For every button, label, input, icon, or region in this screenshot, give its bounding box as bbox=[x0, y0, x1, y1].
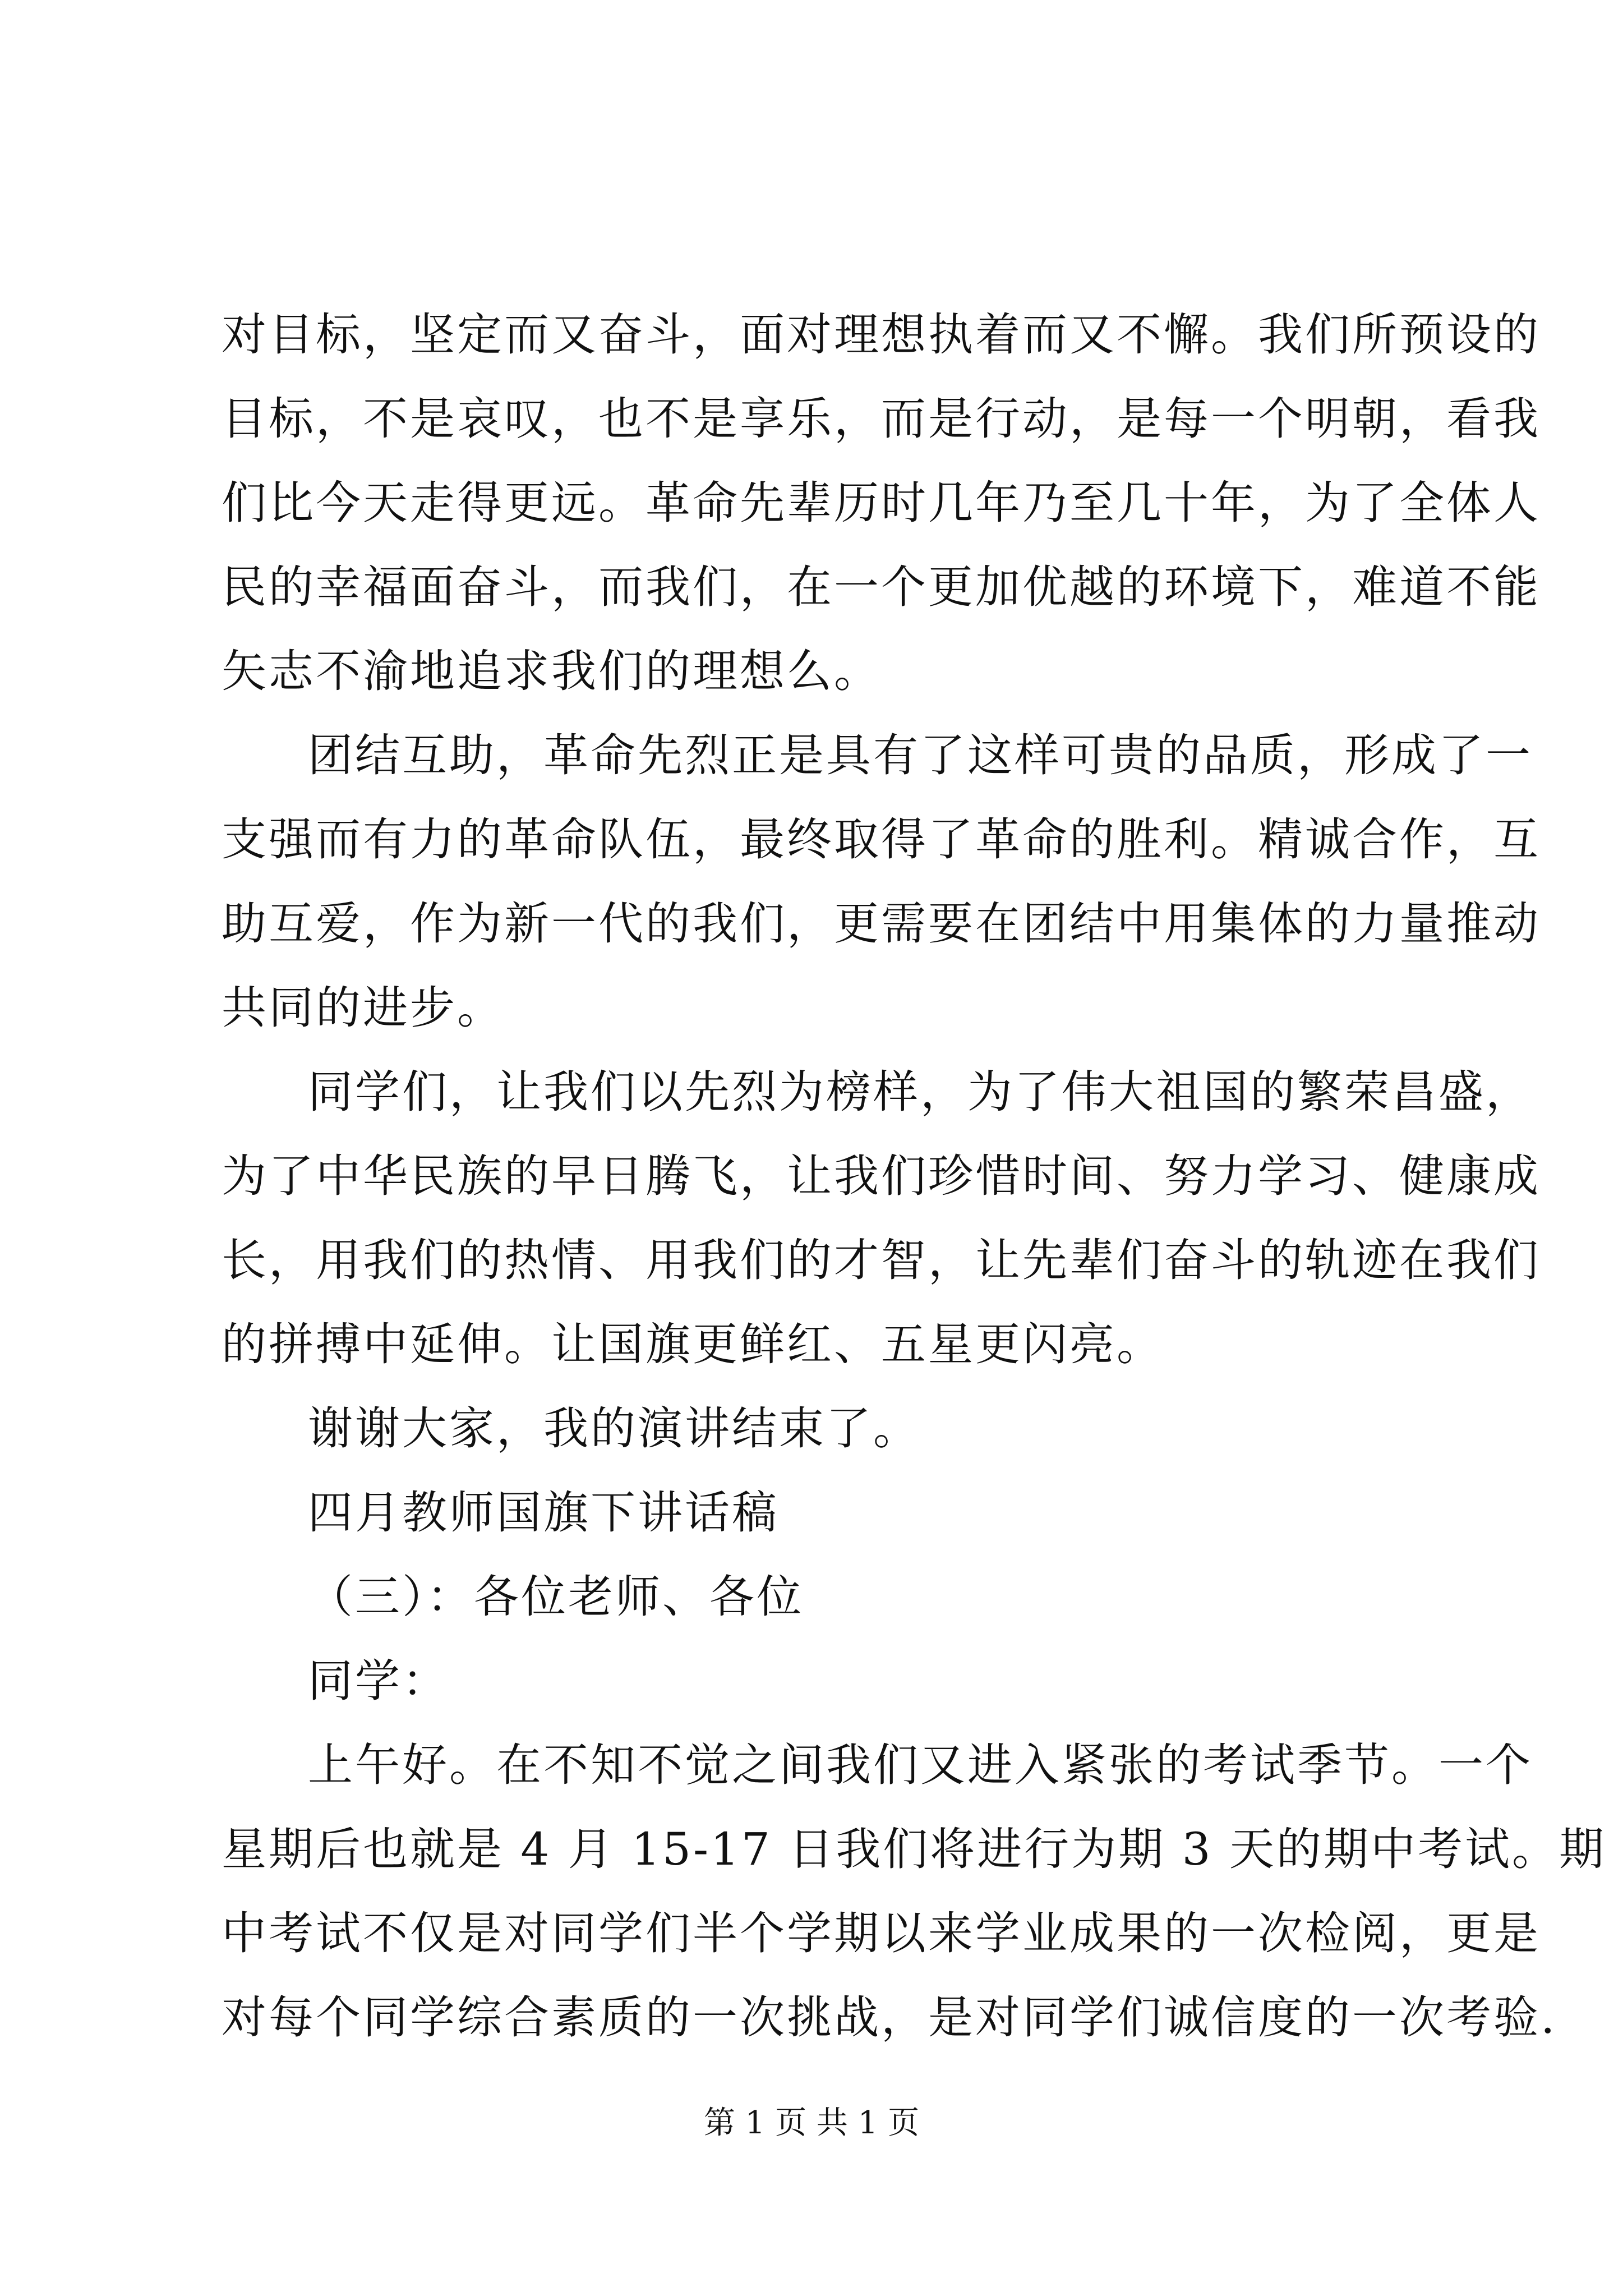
text-line: 同学： bbox=[308, 1655, 449, 1707]
text-line: 同学们，让我们以先烈为榜样，为了伟大祖国的繁荣昌盛， bbox=[308, 1066, 1533, 1118]
text-line: 谢谢大家，我的演讲结束了。 bbox=[308, 1402, 920, 1455]
text-line: 们比今天走得更远。革命先辈历时几年乃至几十年，为了全体人 bbox=[222, 477, 1541, 529]
text-line: 的拼搏中延伸。让国旗更鲜红、五星更闪亮。 bbox=[222, 1318, 1164, 1370]
text-line: 中考试不仅是对同学们半个学期以来学业成果的一次检阅，更是 bbox=[222, 1907, 1541, 1959]
text-line: 长，用我们的热情、用我们的才智，让先辈们奋斗的轨迹在我们 bbox=[222, 1234, 1541, 1286]
text-line: 支强而有力的革命队伍，最终取得了革命的胜利。精诚合作，互 bbox=[222, 813, 1541, 866]
text-line: （三）：各位老师、各位 bbox=[308, 1571, 804, 1623]
text-line: 助互爱，作为新一代的我们，更需要在团结中用集体的力量推动 bbox=[222, 898, 1541, 950]
section-title: 四月教师国旗下讲话稿 bbox=[308, 1487, 779, 1539]
text-line: 矢志不渝地追求我们的理想么。 bbox=[222, 645, 881, 697]
text-line: 团结互助，革命先烈正是具有了这样可贵的品质，形成了一 bbox=[308, 729, 1533, 781]
text-line: 目标，不是哀叹，也不是享乐，而是行动，是每一个明朝，看我 bbox=[222, 393, 1541, 445]
text-line: 为了中华民族的早日腾飞，让我们珍惜时间、努力学习、健康成 bbox=[222, 1150, 1541, 1202]
text-line: 对每个同学综合素质的一次挑战，是对同学们诚信度的一次考验. bbox=[222, 1991, 1557, 2044]
text-line: 民的幸福面奋斗，而我们，在一个更加优越的环境下，难道不能 bbox=[222, 561, 1541, 613]
text-line: 共同的进步。 bbox=[222, 982, 504, 1034]
page-footer: 第 1 页 共 1 页 bbox=[703, 2105, 920, 2141]
text-line: 对目标，坚定而又奋斗，面对理想执着而又不懈。我们所预设的 bbox=[222, 309, 1541, 361]
text-line: 上午好。在不知不觉之间我们又进入紧张的考试季节。一个 bbox=[308, 1739, 1533, 1791]
text-line: 星期后也就是 4 月 15-17 日我们将进行为期 3 天的期中考试。期 bbox=[222, 1823, 1606, 1875]
document-body bbox=[222, 293, 1606, 2060]
